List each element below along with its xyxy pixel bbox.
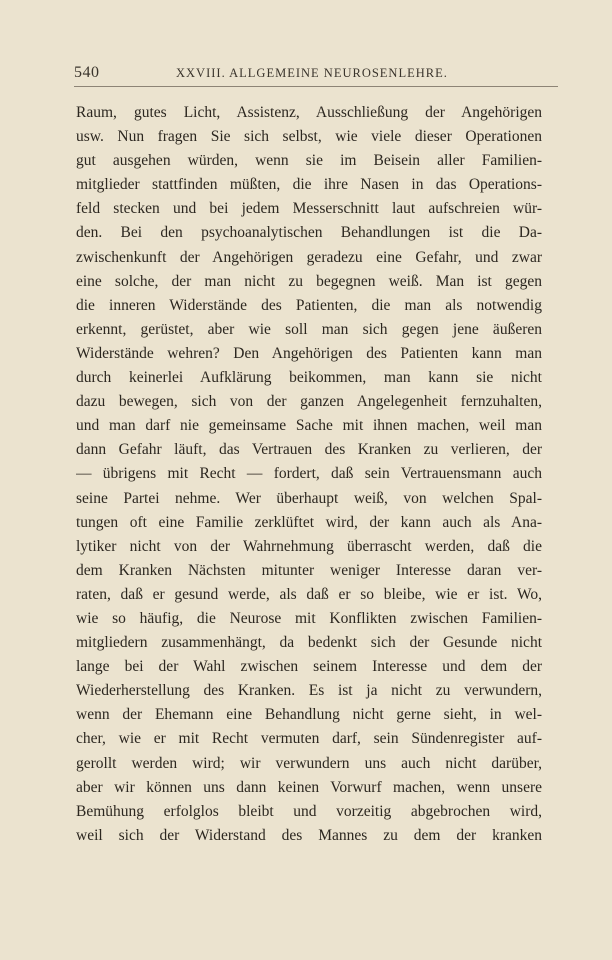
text-line: seine Partei nehme. Wer überhaupt weiß, von welchen Spal-: [76, 489, 542, 507]
text-line: und man darf nie gemeinsame Sache mit ihnen machen, weil man: [76, 417, 542, 435]
text-line: Wiederherstellung des Kranken. Es ist ja nicht zu verwundern,: [76, 682, 542, 700]
text-line: die inneren Widerstände des Patienten, die man als notwendig: [76, 296, 542, 314]
running-head: XXVIII. ALLGEMEINE NEUROSENLEHRE.: [176, 66, 448, 80]
text-line: feld stecken und bei jedem Messerschnitt laut aufschreien wür-: [76, 200, 542, 218]
text-line: eine solche, der man nicht zu begegnen weiß. Man ist gegen: [76, 272, 542, 290]
text-line: dann Gefahr läuft, das Vertrauen des Kranken zu verlieren, der: [76, 441, 542, 459]
text-line: Raum, gutes Licht, Assistenz, Ausschließung der Angehörigen: [76, 104, 542, 121]
text-line: raten, daß er gesund werde, als daß er so bleibe, wie er ist. Wo,: [76, 585, 542, 603]
text-line: gut ausgehen würden, wenn sie im Beisein aller Familien-: [76, 152, 542, 170]
header-rule: [74, 86, 558, 87]
page-number: 540: [74, 64, 100, 81]
page-header: [74, 64, 558, 84]
text-line: gerollt werden wird; wir verwundern uns auch nicht darüber,: [76, 754, 542, 772]
text-line: Widerstände wehren? Den Angehörigen des Patienten kann man: [76, 344, 542, 362]
text-line: aber wir können uns dann keinen Vorwurf machen, wenn unsere: [76, 778, 542, 796]
text-line: lytiker nicht von der Wahrnehmung überrascht werden, daß die: [76, 537, 542, 555]
text-line: den. Bei den psychoanalytischen Behandlungen ist die Da-: [76, 224, 542, 242]
text-line: erkennt, gerüstet, aber wie soll man sich gegen jene äußeren: [76, 320, 542, 338]
text-line: — übrigens mit Recht — fordert, daß sein Vertrauensmann auch: [76, 465, 542, 483]
text-line: cher, wie er mit Recht vermuten darf, sein Sündenregister auf-: [76, 730, 542, 748]
text-line: weil sich der Widerstand des Mannes zu dem der kranken: [76, 826, 542, 844]
text-line: zwischenkunft der Angehörigen geradezu eine Gefahr, und zwar: [76, 248, 542, 266]
text-line: durch keinerlei Aufklärung beikommen, man kann sie nicht: [76, 369, 542, 387]
text-line: lange bei der Wahl zwischen seinem Interesse und dem der: [76, 658, 542, 676]
text-line: dazu bewegen, sich von der ganzen Angelegenheit fernzuhalten,: [76, 393, 542, 411]
text-line: tungen oft eine Familie zerklüftet wird, der kann auch als Ana-: [76, 513, 542, 531]
text-line: mitgliedern zusammenhängt, da bedenkt sich der Gesunde nicht: [76, 634, 542, 652]
text-line: dem Kranken Nächsten mitunter weniger Interesse daran ver-: [76, 561, 542, 579]
text-line: Bemühung erfolglos bleibt und vorzeitig abgebrochen wird,: [76, 802, 542, 820]
text-line: wie so häufig, die Neurose mit Konflikten zwischen Familien-: [76, 609, 542, 627]
text-line: wenn der Ehemann eine Behandlung nicht gerne sieht, in wel-: [76, 706, 542, 724]
text-line: usw. Nun fragen Sie sich selbst, wie viele dieser Operationen: [76, 128, 542, 146]
body-text: [76, 101, 542, 848]
text-line: mitglieder stattfinden müßten, die ihre Nasen in das Operations-: [76, 176, 542, 194]
